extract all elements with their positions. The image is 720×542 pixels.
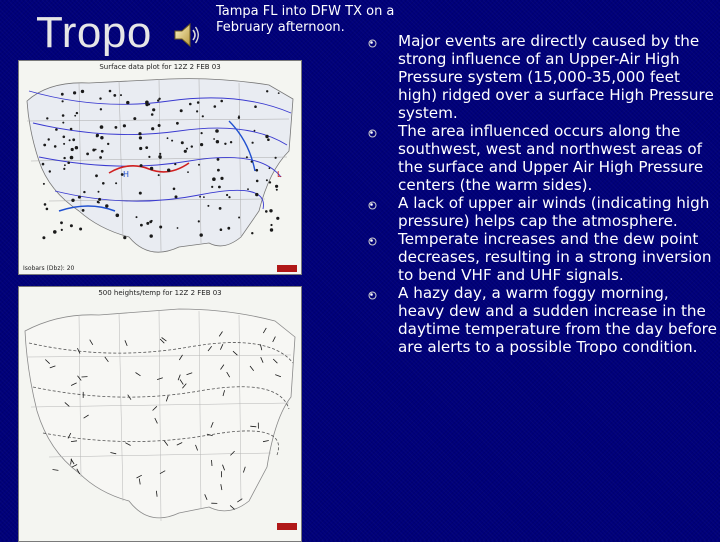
- station-marker: [255, 193, 258, 196]
- station-marker: [215, 129, 219, 133]
- station-marker: [151, 127, 154, 130]
- bullet-icon: [368, 291, 377, 300]
- station-marker: [158, 124, 161, 127]
- station-marker: [230, 141, 232, 143]
- station-marker: [139, 147, 142, 150]
- station-marker: [139, 192, 142, 195]
- station-marker: [71, 148, 74, 151]
- station-marker: [92, 149, 95, 152]
- bullet-item: [362, 194, 718, 230]
- station-marker: [228, 196, 230, 198]
- station-marker: [42, 163, 45, 166]
- station-marker: [100, 136, 103, 139]
- station-marker: [197, 101, 200, 104]
- station-marker: [157, 99, 159, 101]
- station-marker: [79, 228, 82, 231]
- station-marker: [100, 125, 104, 129]
- bullet-text: A lack of upper air winds (indicating high pressure) helps cap the atmosphere.: [398, 194, 718, 230]
- station-marker: [152, 108, 155, 111]
- station-marker: [200, 233, 203, 236]
- station-marker: [181, 141, 184, 144]
- bullet-icon: [368, 129, 377, 138]
- station-marker: [97, 201, 99, 203]
- station-marker: [254, 130, 256, 132]
- station-marker: [189, 103, 192, 106]
- station-marker: [270, 224, 272, 226]
- station-marker: [216, 140, 219, 143]
- upper-air-map-graphic: [19, 287, 301, 541]
- upper-air-map: [18, 286, 302, 542]
- station-marker: [220, 177, 223, 180]
- bullet-list: [362, 32, 718, 356]
- bullet-item: [362, 230, 718, 284]
- bullet-icon: [368, 237, 377, 246]
- station-marker: [212, 177, 216, 181]
- station-marker: [113, 94, 116, 97]
- wind-barb: [53, 470, 59, 471]
- station-marker: [202, 115, 204, 117]
- station-marker: [275, 157, 277, 159]
- station-marker: [217, 158, 220, 161]
- station-marker: [81, 90, 84, 93]
- station-marker: [133, 117, 136, 120]
- station-marker: [219, 207, 222, 210]
- station-marker: [48, 138, 50, 140]
- bullet-item: [362, 122, 718, 194]
- station-marker: [269, 209, 272, 212]
- station-marker: [267, 138, 270, 141]
- bullet-text: The area influenced occurs along the southwest, west and northwest areas of the surface and Upper Air High Pressure centers (the warm sides).: [398, 122, 718, 194]
- surface-map-graphic: [19, 61, 301, 274]
- station-marker: [73, 91, 76, 94]
- station-marker: [278, 92, 280, 94]
- station-marker: [109, 90, 112, 93]
- station-marker: [46, 117, 48, 119]
- station-marker: [238, 217, 240, 219]
- slide-title: Tropo: [36, 8, 152, 58]
- surface-map-footer-left: Isobars (Dbz): 20: [23, 265, 74, 272]
- station-marker: [211, 186, 213, 188]
- station-marker: [62, 100, 64, 102]
- station-marker: [159, 156, 162, 159]
- station-marker: [167, 137, 169, 139]
- station-marker: [256, 180, 259, 183]
- station-marker: [146, 222, 149, 225]
- station-marker: [174, 163, 176, 165]
- station-marker: [198, 220, 200, 222]
- station-marker: [266, 179, 268, 181]
- station-marker: [177, 227, 179, 229]
- station-marker: [159, 153, 161, 155]
- station-marker: [67, 161, 70, 164]
- surface-weather-map: [18, 60, 302, 275]
- station-marker: [123, 124, 126, 127]
- station-marker: [86, 153, 89, 156]
- station-marker: [70, 128, 73, 131]
- station-marker: [107, 143, 109, 145]
- station-marker: [83, 191, 85, 193]
- station-marker: [76, 112, 78, 114]
- station-marker: [120, 94, 122, 96]
- station-marker: [176, 122, 179, 125]
- station-marker: [180, 109, 183, 112]
- station-marker: [265, 135, 268, 138]
- surface-map-title: Surface data plot for 12Z 2 FEB 03: [19, 63, 301, 71]
- station-marker: [266, 90, 268, 92]
- station-marker: [82, 209, 85, 212]
- station-marker: [200, 143, 203, 146]
- station-marker: [62, 114, 65, 117]
- station-marker: [173, 188, 176, 191]
- station-marker: [96, 135, 98, 137]
- bullet-item: [362, 32, 718, 122]
- station-marker: [148, 156, 150, 158]
- station-marker: [199, 196, 201, 198]
- station-marker: [201, 132, 203, 134]
- station-marker: [213, 138, 215, 140]
- station-marker: [54, 145, 57, 148]
- station-marker: [99, 97, 101, 99]
- station-marker: [238, 117, 240, 119]
- station-marker: [252, 142, 254, 144]
- station-marker: [126, 101, 129, 104]
- station-marker: [115, 182, 117, 184]
- station-marker: [138, 132, 141, 135]
- station-marker: [218, 186, 221, 189]
- station-marker: [175, 195, 178, 198]
- station-marker: [46, 208, 49, 211]
- station-marker: [198, 164, 200, 166]
- bullet-text: Temperate increases and the dew point decreases, resulting in a strong inversion to bend VHF and UHF signals.: [398, 230, 718, 284]
- slide-caption: Tampa FL into DFW TX on a February afternoon.: [216, 4, 406, 36]
- station-marker: [64, 164, 66, 166]
- station-marker: [159, 226, 162, 229]
- station-marker: [227, 227, 230, 230]
- station-marker: [42, 236, 45, 239]
- station-marker: [158, 174, 160, 176]
- station-marker: [74, 115, 76, 117]
- station-marker: [220, 100, 223, 103]
- station-marker: [98, 191, 100, 193]
- station-marker: [275, 185, 278, 188]
- station-marker: [61, 93, 64, 96]
- map-logo-icon: [277, 265, 297, 272]
- station-marker: [72, 138, 75, 141]
- station-marker: [63, 143, 65, 145]
- station-marker: [102, 182, 105, 185]
- station-marker: [123, 236, 126, 239]
- station-marker: [269, 181, 271, 183]
- station-marker: [217, 169, 220, 172]
- bullet-icon: [368, 39, 377, 48]
- station-marker: [63, 157, 65, 159]
- station-marker: [44, 203, 47, 206]
- station-marker: [43, 144, 46, 147]
- speaker-icon[interactable]: [172, 20, 202, 50]
- station-marker: [140, 224, 143, 227]
- station-marker: [246, 156, 248, 158]
- station-marker: [70, 156, 74, 160]
- station-marker: [78, 196, 81, 199]
- station-marker: [151, 220, 153, 222]
- station-marker: [69, 139, 71, 141]
- station-marker: [98, 198, 101, 201]
- station-marker: [276, 217, 279, 220]
- station-marker: [95, 149, 97, 151]
- station-marker: [254, 105, 257, 108]
- station-marker: [99, 156, 102, 159]
- station-marker: [203, 196, 205, 198]
- station-marker: [139, 136, 142, 139]
- station-marker: [251, 232, 253, 234]
- station-marker: [207, 205, 209, 207]
- station-marker: [269, 167, 271, 169]
- station-marker: [53, 230, 57, 234]
- station-marker: [184, 150, 187, 153]
- station-marker: [150, 167, 153, 170]
- station-marker: [75, 146, 78, 149]
- station-marker: [63, 136, 66, 139]
- station-marker: [224, 143, 226, 145]
- station-marker: [140, 164, 143, 167]
- station-marker: [226, 194, 228, 196]
- station-marker: [145, 146, 148, 149]
- station-marker: [265, 210, 268, 213]
- station-marker: [60, 221, 63, 224]
- station-marker: [150, 234, 153, 237]
- station-marker: [151, 113, 154, 116]
- station-marker: [105, 204, 108, 207]
- station-marker: [43, 183, 45, 185]
- bullet-icon: [368, 201, 377, 210]
- station-marker: [71, 199, 74, 202]
- station-marker: [247, 188, 249, 190]
- station-marker: [167, 169, 170, 172]
- bullet-item: [362, 284, 718, 356]
- station-marker: [256, 169, 259, 172]
- station-marker: [49, 170, 51, 172]
- bullet-text: A hazy day, a warm foggy morning, heavy dew and a sudden increase in the daytime temperature from the day before are alerts to a possible Tropo condition.: [398, 284, 718, 356]
- map-logo-icon: [277, 523, 297, 530]
- station-marker: [61, 229, 63, 231]
- station-marker: [70, 224, 73, 227]
- wind-barb: [212, 460, 213, 466]
- upper-air-map-title: 500 heights/temp for 12Z 2 FEB 03: [19, 289, 301, 297]
- station-marker: [251, 161, 253, 163]
- station-marker: [191, 145, 193, 147]
- station-marker: [276, 189, 278, 191]
- station-marker: [145, 101, 149, 105]
- station-marker: [171, 140, 173, 142]
- svg-text:L: L: [277, 170, 282, 179]
- station-marker: [101, 150, 104, 153]
- station-marker: [220, 228, 223, 231]
- station-marker: [116, 214, 120, 218]
- station-marker: [95, 174, 98, 177]
- bullet-text: Major events are directly caused by the strong influence of an Upper-Air High Pressure system (15,000-35,000 feet high) ridged over a surface High Pressure system.: [398, 32, 718, 122]
- station-marker: [115, 126, 118, 129]
- station-marker: [196, 110, 198, 112]
- station-marker: [100, 108, 102, 110]
- station-marker: [55, 128, 58, 131]
- station-marker: [186, 148, 188, 150]
- station-marker: [270, 228, 273, 231]
- station-marker: [63, 168, 65, 170]
- station-marker: [62, 122, 64, 124]
- station-marker: [214, 105, 217, 108]
- svg-text:H: H: [123, 170, 129, 179]
- station-marker: [136, 216, 138, 218]
- station-marker: [187, 171, 189, 173]
